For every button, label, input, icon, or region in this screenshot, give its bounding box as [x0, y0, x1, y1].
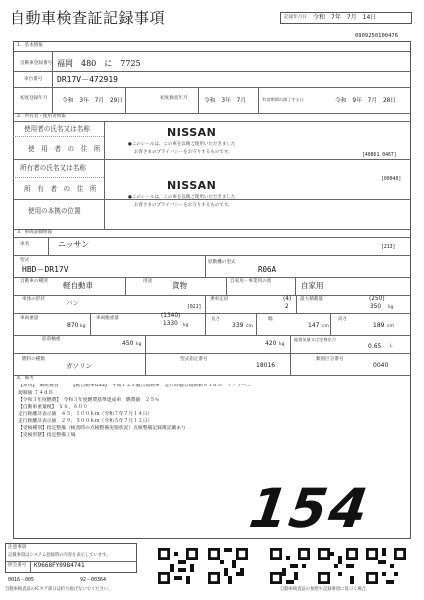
- seal-2-line-1: [128, 196, 235, 201]
- axle-unit-1: kg: [136, 342, 142, 347]
- length-label: 長さ: [211, 317, 221, 322]
- owner-row-3: 所 有 者 の 住 所: [24, 185, 97, 193]
- max-load-unit: kg: [388, 305, 394, 310]
- model-label: 型式: [20, 258, 30, 263]
- first-cert-value: 令和 3年 7月: [204, 98, 247, 104]
- owner-row-0: 使用者の氏名又は名称: [24, 125, 90, 133]
- seal-bullet-icon-2: ●: [128, 195, 132, 200]
- max-load-value: (250): [369, 296, 385, 302]
- remarks-line-4: 走行距離計表示値 ４５，１００ｋｍ（令和７年７月１４日）: [18, 412, 153, 417]
- seal-1-text-1: このシールは、この車を以後ご使用いただきました: [131, 142, 236, 147]
- remarks-line-7: 【受検形態】指定整備工場: [18, 433, 76, 438]
- first-reg-value: 令和 3年 7月 29日: [62, 98, 124, 104]
- left-code: 0016－005: [8, 577, 35, 583]
- qr-code-5: [366, 548, 406, 584]
- bottom-note: 自動車検査証のICタグ部分は折り曲げないでください。: [5, 587, 113, 592]
- private-value: 自家用: [301, 281, 324, 290]
- right-note: 自動車検査証の参照や記録事項に基づく場合、: [280, 587, 371, 592]
- gross-value-2: 1330: [163, 321, 178, 327]
- first-reg-label: 初度登録年月: [20, 96, 48, 101]
- qr-code-4: [318, 548, 358, 584]
- height-value: 189: [373, 322, 385, 329]
- type-num-label: 型式指定番号: [180, 357, 208, 362]
- qr-code-1: [158, 548, 198, 584]
- seal-1-code: [40861 0467]: [362, 153, 397, 158]
- ref-label: 照会番号: [8, 563, 27, 568]
- remarks-line-5: 走行距離計表示値 ２９，５００ｋｍ（令和５年７月１２日）: [18, 419, 153, 424]
- axle-value-1: 450: [122, 340, 134, 347]
- use-value: 貨物: [172, 281, 187, 290]
- vin-label: 車台番号: [24, 77, 43, 82]
- axle-unit-2: kg: [279, 342, 285, 347]
- doc-number: 0909250100476: [355, 33, 399, 39]
- gross-label: 車両総重量: [96, 316, 119, 321]
- owner-row-2: 所有者の氏名又は名称: [20, 164, 86, 172]
- reg-number-value: 福岡 480 に 7725: [57, 59, 141, 68]
- seal-1-line-1: [128, 143, 235, 148]
- max-load-sub: 350: [370, 304, 382, 310]
- vin-value: DR17V－472919: [57, 75, 118, 84]
- nissan-logo-1: NISSAN: [167, 126, 217, 139]
- width-value: 147: [308, 322, 320, 329]
- capacity-label: 乗車定員: [210, 297, 229, 302]
- disp-unit: L: [390, 344, 393, 349]
- nissan-logo-2: NISSAN: [167, 179, 217, 192]
- first-cert-label: 初度検査年月: [160, 96, 188, 101]
- weight-unit: kg: [80, 324, 86, 329]
- body-label: 車体の形状: [22, 297, 45, 302]
- expiry-label: 有効期間の満了する日: [262, 97, 304, 102]
- use-label: 用途: [143, 279, 153, 284]
- gross-value-1: (1340): [161, 313, 181, 319]
- mid-code: 92－00364: [80, 577, 107, 583]
- section-basic-label: 1．基本情報: [17, 43, 43, 48]
- body-value: バン: [66, 299, 79, 307]
- max-load-label: 最大積載量: [300, 297, 323, 302]
- qr-code-3: [270, 548, 310, 584]
- height-label: 高さ: [338, 317, 348, 322]
- reg-number-label: 自動車登録番号: [20, 61, 53, 66]
- page-title: 自動車検査証記録事項: [10, 9, 166, 27]
- width-unit: cm: [322, 324, 329, 329]
- model-value: HBD－DR17V: [22, 265, 69, 274]
- remarks-line-1: 規制値 ７４ｄＢ: [18, 391, 54, 396]
- section-owner-label: 2．所有者・使用者情報: [17, 114, 66, 119]
- length-unit: cm: [246, 324, 253, 329]
- height-unit: cm: [387, 324, 394, 329]
- class-value: 0040: [373, 362, 389, 369]
- section-remarks-label: 4．備考: [17, 376, 34, 381]
- notice-text: 記載事項はシステム登録時の内容を表示しています。: [8, 553, 111, 558]
- section-vehicle-label: 3．車両詳細情報: [17, 230, 53, 235]
- record-date-box: [280, 12, 412, 24]
- owner-row-1: 使 用 者 の 住 所: [28, 145, 101, 153]
- kind-value: 軽自動車: [63, 281, 93, 290]
- weight-value: 870: [67, 322, 79, 329]
- body-code: [021]: [187, 305, 202, 310]
- remarks-line-3: 【自動車重量税】 ￥６，６００: [18, 405, 88, 410]
- seal-1-text-2: お客さまのプライバシーをお守りするものです。: [134, 150, 233, 155]
- remarks-line-0: 【乗用】 継続検査 【軽自動車OSS】 平成１２年騒音規制車 走行時騒音規制値８１ｄＢ マフラー…: [18, 384, 251, 388]
- type-num-value: 18016: [256, 362, 276, 369]
- weight-label: 車両重量: [20, 316, 39, 321]
- engine-value: R06A: [258, 265, 277, 274]
- qr-code-2: [208, 548, 248, 584]
- remarks-line-2: 【令和３年度燃費】 令和３年度燃費基準達成車 燃費値 ２５％: [18, 398, 160, 403]
- axle-label: 前前軸重: [42, 337, 61, 342]
- capacity-value: (4): [283, 296, 292, 302]
- fuel-value: ガソリン: [66, 362, 92, 370]
- notice-label: 注意事項: [8, 545, 27, 550]
- seal-bullet-icon: ●: [128, 142, 132, 147]
- capacity-sub: 2: [285, 304, 289, 310]
- maker-code: [213]: [381, 245, 396, 250]
- record-date-value: 令和 7年 7月 14日: [313, 14, 377, 21]
- expiry-value: 令和 9年 7月 28日: [335, 98, 397, 104]
- length-value: 339: [232, 322, 244, 329]
- class-label: 類別区分番号: [316, 357, 344, 362]
- axle-value-2: 420: [265, 340, 277, 347]
- owner-row-4: 使用の本拠の位置: [28, 207, 81, 215]
- remarks-line-6: 【受検種別】指定整備（検査時の点検整備実施状況）点検整備記録簿記載あり: [18, 426, 186, 431]
- seal-2-code: [00040]: [381, 177, 402, 182]
- record-date-label: 記録年月日: [284, 15, 307, 20]
- fuel-label: 燃料の種類: [22, 357, 45, 362]
- disp-label: 総排気量又は定格出力: [294, 337, 336, 342]
- seal-2-text-2: お客さまのプライバシーをお守りするものです。: [134, 203, 233, 208]
- maker-label: 車名: [20, 242, 30, 247]
- ref-value: K9668FY0984741: [34, 562, 85, 569]
- main-frame: [13, 41, 411, 539]
- width-label: 幅: [268, 317, 273, 322]
- kind-label: 自動車の種別: [20, 279, 48, 284]
- maker-value: ニッサン: [58, 240, 90, 249]
- gross-unit: kg: [183, 323, 189, 328]
- private-label: 自家用・事業用の別: [230, 279, 272, 284]
- handwritten-number: 154: [245, 477, 374, 540]
- engine-label: 原動機の型式: [208, 260, 236, 265]
- disp-value: 0.65: [368, 343, 382, 350]
- seal-2-text-1: このシールは、この車を以後ご使用いただきました: [131, 195, 236, 200]
